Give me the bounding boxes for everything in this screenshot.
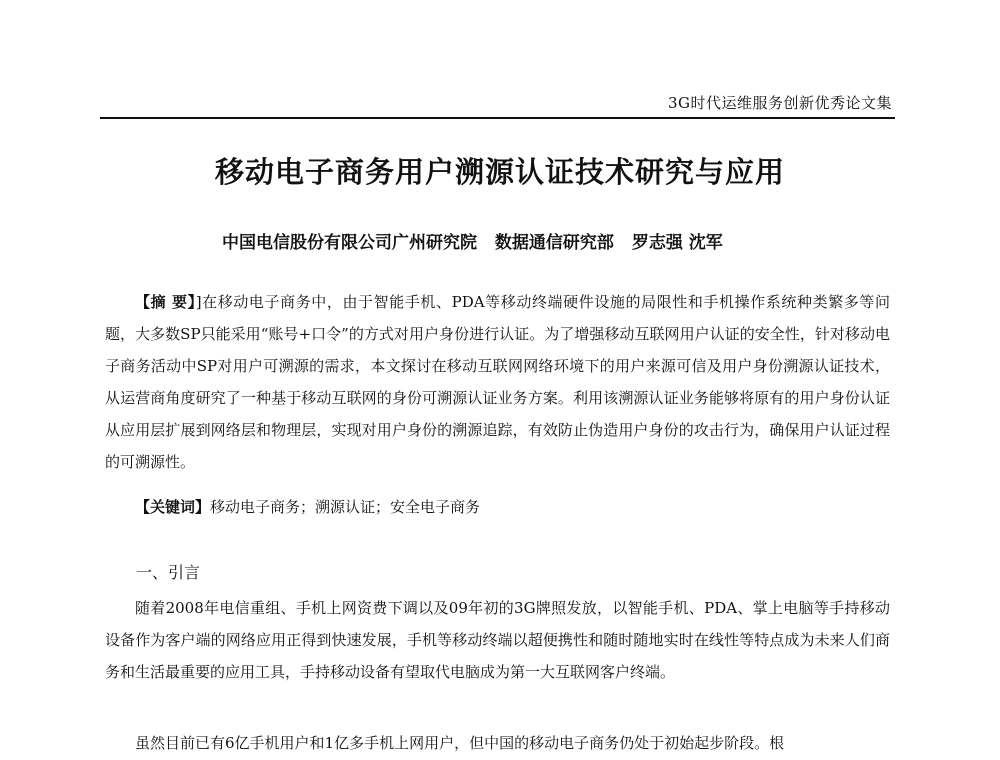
paragraph-2: 虽然目前已有6亿手机用户和1亿多手机上网用户，但中国的移动电子商务仍处于初始起步阶段。根 [135, 734, 785, 752]
author-names: 罗志强 沈军 [631, 233, 723, 253]
abstract-text: ]在移动电子商务中，由于智能手机、PDA等移动终端硬件设施的局限性和手机操作系统种类繁多等问题，大多数SP只能采用“账号+口令”的方式对用户身份进行认证。为了增强移动互联网用户认证的安全性，针对移动电子商务活动中SP对用户可溯源的需求，本文探讨在移动互联网网络环境下的用户来源可信及用户身份溯源认证技术，从运营商角度研究了一种基于移动互联网的身份可溯源认证业务方案。利用该溯源认证业务能够将原有的用户身份认证从应用层扩展到网络层和物理层，实现对用户身份的溯源追踪，有效防止伪造用户身份的攻击行为，确保用户认证过程的可溯源性。 [105, 293, 890, 471]
author-department: 数据通信研究部 [494, 233, 614, 253]
author-affiliation: 中国电信股份有限公司广州研究院 [222, 233, 477, 253]
running-header: 3G时代运维服务创新优秀论文集 [667, 94, 892, 112]
keywords-text: 移动电子商务；溯源认证；安全电子商务 [210, 498, 481, 516]
section-heading-introduction: 一、引言 [136, 563, 201, 582]
paper-title: 移动电子商务用户溯源认证技术研究与应用 [214, 155, 785, 189]
abstract [105, 286, 890, 478]
abstract-label: 【摘 要】 [135, 293, 196, 311]
author-line [222, 228, 735, 253]
paragraph-1: 随着2008年电信重组、手机上网资费下调以及09年初的3G牌照发放，以智能手机、PDA、掌上电脑等手持移动设备作为客户端的网络应用正得到快速发展，手机等移动终端以超便携性和随时随地实时在线性等特点成为未来人们商务和生活最重要的应用工具，手持移动设备有望取代电脑成为第一大互联网客户终端。 [105, 599, 890, 681]
keywords-label: 【关键词】 [135, 498, 211, 516]
header-rule [100, 117, 895, 119]
keywords [105, 491, 890, 523]
